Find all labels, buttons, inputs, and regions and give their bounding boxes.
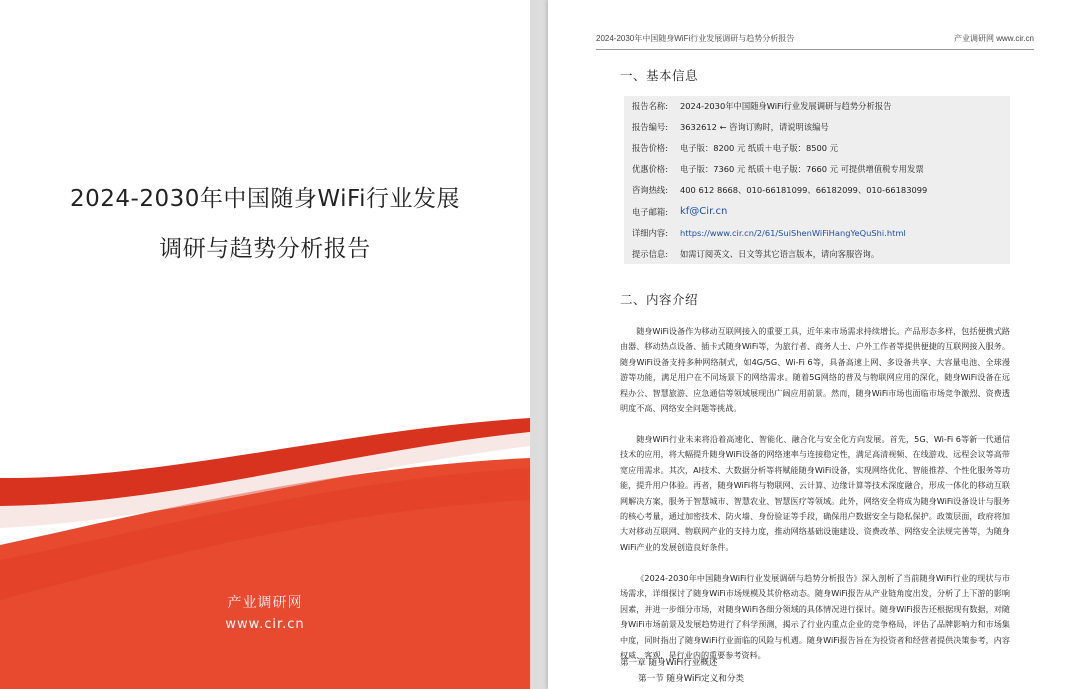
info-row-report-name (632, 96, 1006, 116)
cover-brand-url[interactable]: www.cir.cn (225, 617, 305, 632)
info-row-hotline (632, 180, 1006, 200)
running-header-title: 2024-2030年中国随身WiFi行业发展调研与趋势分析报告 (596, 34, 795, 43)
info-row-discount-price (632, 159, 1006, 179)
info-value: 电子版：8200 元 纸质＋电子版：8500 元 (680, 143, 839, 153)
info-label: 报告名称: (632, 101, 668, 111)
info-label: 报告编号: (632, 122, 668, 132)
info-row-detail-url (632, 223, 1006, 243)
info-label: 电子邮箱: (632, 207, 668, 217)
paragraph-text: 《2024-2030年中国随身WiFi行业发展调研与趋势分析报告》深入剖析了当前随身WiFi行业的现状与市场需求，详细探讨了随身WiFi市场规模及其价格动态。随身WiFi报告从产业链角度出发，分析了上下游的影响因素，并进一步细分市场，对随身WiFi各细分领域的具体情况进行探讨。随身WiFi报告还根据现有数据，对随身WiFi市场前景及发展趋势进行了科学预测，揭示了行业内重点企业的竞争格局，评估了品牌影响力和市场集中度，同时指出了随身WiFi行业面临的风险与机遇。随身WiFi报告旨在为投资者和经营者提供决策参考，内容权威、客观，是行业内的重要参考资料。 (620, 573, 1010, 661)
section-basic-info-title: 一、基本信息 (620, 68, 699, 83)
cover-brand-name: 产业调研网 (227, 595, 303, 611)
info-value: 电子版：7360 元 纸质＋电子版：7660 元 可提供增值税专用发票 (680, 164, 924, 174)
info-label: 咨询热线: (632, 185, 668, 195)
info-row-report-number (632, 117, 1006, 137)
info-value: 如需订阅英文、日文等其它语言版本，请向客服咨询。 (680, 249, 880, 259)
info-row-email (632, 202, 1006, 222)
info-value: 3632612 ← 咨询订购时，请说明该编号 (680, 122, 829, 132)
info-label: 报告价格: (632, 143, 668, 153)
paragraph-text: 随身WiFi设备作为移动互联网接入的重要工具，近年来市场需求持续增长。产品形态多样，包括便携式路由器、移动热点设备、插卡式随身WiFi等，为旅行者、商务人士、户外工作者等提供便捷的互联网接入服务。随身WiFi设备支持多种网络制式，如4G/5G、Wi-Fi 6等，具备高速上网、多设备共享、大容量电池、全球漫游等功能，满足用户在不同场景下的网络需求。随着5G网络的普及与物联网应用的深化，随身WiFi设备在远程办公、智慧旅游、应急通信等领域展现出广阔应用前景。然而，随身WiFi市场也面临市场竞争激烈、资费透明度不高、网络安全问题等挑战。 (620, 326, 1010, 414)
info-row-price (632, 138, 1006, 158)
toc-chapter-1: 第一章 随身WiFi行业概述 (620, 658, 718, 668)
paragraph-text: 随身WiFi行业未来将沿着高速化、智能化、融合化与安全化方向发展。首先，5G、Wi-Fi 6等新一代通信技术的应用，将大幅提升随身WiFi设备的网络速率与连接稳定性，满足高清视频、在线游戏、远程会议等高带宽应用需求。其次，AI技术、大数据分析等将赋能随身WiFi设备，实现网络优化、智能推荐、个性化服务等功能，提升用户体验。再者，随身WiFi将与物联网、云计算、边缘计算等技术深度融合，形成一体化的移动互联网解决方案，服务于智慧城市、智慧农业、智慧医疗等领域。此外，网络安全将成为随身WiFi设备设计与服务的核心考量，通过加密技术、防火墙、身份验证等手段，确保用户数据安全与隐私保护。政策层面，政府将加大对移动互联网、物联网产业的支持力度，推动网络基础设施建设、资费改革、网络安全法规完善等，为随身WiFi产业的发展创造良好条件。 (620, 434, 1010, 552)
section-content-intro-title: 二、内容介绍 (620, 292, 699, 307)
cover-page (0, 0, 530, 689)
detail-url-link[interactable]: https://www.cir.cn/2/61/SuiShenWiFiHangYeQuShi.html (680, 228, 906, 238)
cover-decorative-swoosh (0, 0, 530, 689)
cover-title-line1: 2024-2030年中国随身WiFi行业发展 (70, 186, 460, 212)
intro-paragraph-1 (620, 324, 1010, 416)
info-label: 提示信息: (632, 249, 668, 259)
info-value: 2024-2030年中国随身WiFi行业发展调研与趋势分析报告 (680, 101, 892, 111)
cover-title-line2: 调研与趋势分析报告 (159, 236, 371, 262)
content-page (548, 0, 1080, 689)
email-link[interactable]: kf@Cir.cn (680, 206, 728, 217)
running-header-brand: 产业调研网 www.cir.cn (953, 34, 1034, 43)
intro-paragraph-2 (620, 432, 1010, 555)
basic-info-box (624, 96, 1010, 264)
intro-paragraph-3 (620, 571, 1010, 663)
info-value: 400 612 8668、010-66181099、66182099、010-66183099 (680, 185, 928, 195)
page-gutter (530, 0, 548, 689)
info-label: 详细内容: (632, 228, 668, 238)
toc-section-1: 第一节 随身WiFi定义和分类 (638, 674, 745, 684)
running-header (596, 30, 1034, 50)
info-row-notice (632, 244, 1006, 264)
info-label: 优惠价格: (632, 164, 668, 174)
